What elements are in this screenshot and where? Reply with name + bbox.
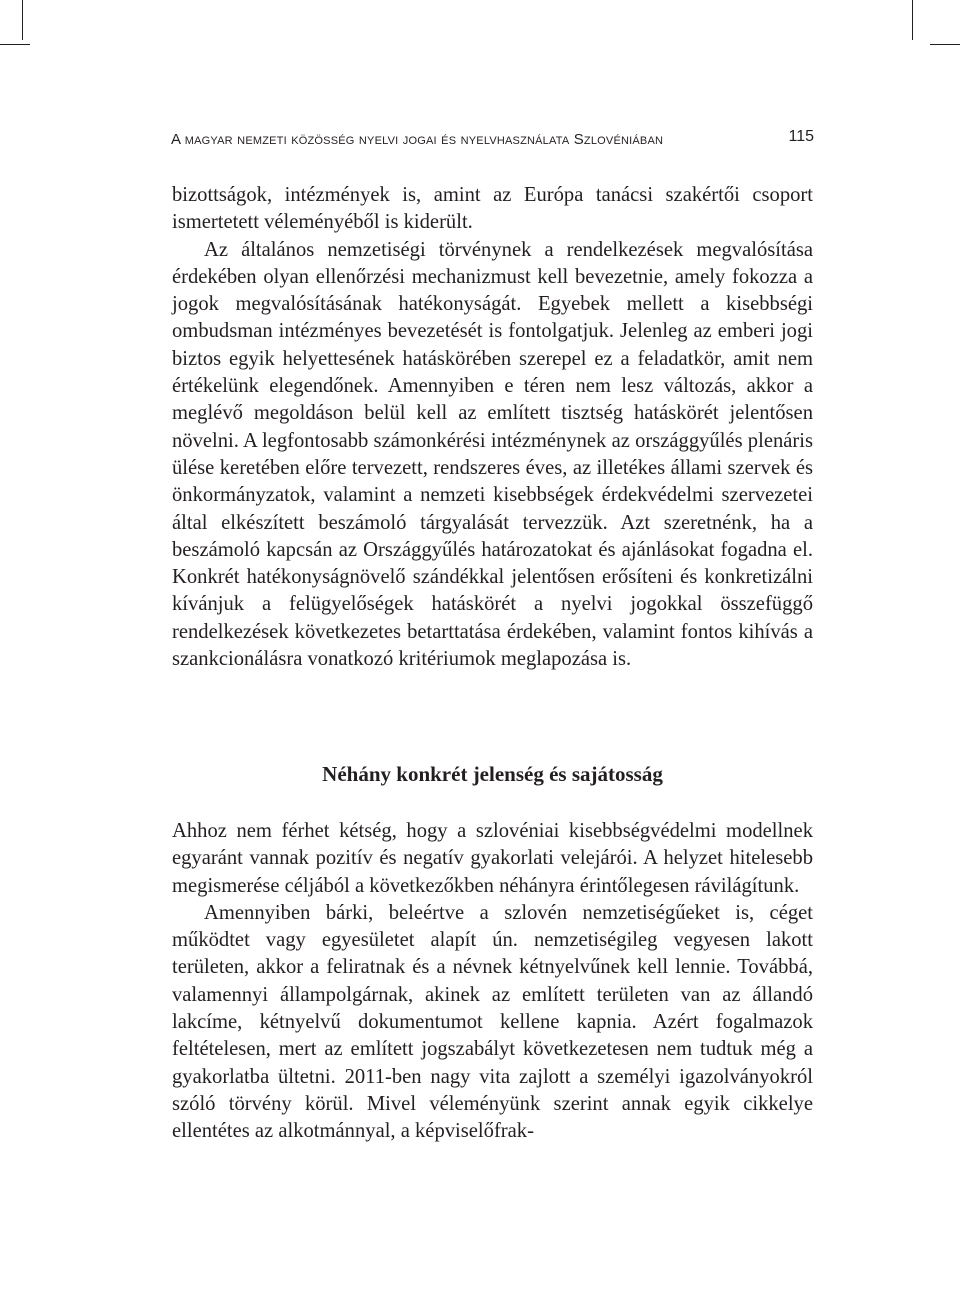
- crop-mark-right: [930, 44, 960, 45]
- paragraph: Az általános nemzetiségi törvénynek a rendelkezések megvalósítása érdekében olyan ellenőrzési mechanizmust kell bevezetnie, amely fokozza a jogok megvalósításának hatékonyságát. Egyebek mellett a kisebbségi ombudsman intézményes bevezetését is fontolgatjuk. Jelenleg az emberi jogi biztos egyik helyettesének hatáskörében szerepel ez a feladatkör, amit nem értékelünk elegendőnek. Amennyiben e téren nem lesz változás, akkor a meglévő megoldáson belül kell az említett tisztség hatáskörét jelentősen növelni. A legfontosabb számonkérési intézménynek az országgyűlés plenáris ülése keretében előre tervezett, rendszeres éves, az illetékes állami szervek és önkormányzatok, valamint a nemzeti kisebbségek érdekvédelmi szervezetei által elkészített beszámoló tárgyalását tervezzük. Azt szeretnénk, ha a beszámoló kapcsán az Országgyűlés határozatokat és ajánlásokat fogadna el. Konkrét hatékonyságnövelő szándékkal jelentősen erősíteni és konkretizálni kívánjuk a felügyelőségek hatáskörét a nyelvi jogokkal összefüggő rendelkezések következetes betarttatása érdekében, valamint fontos kihívás a szankcionálásra vonatkozó kritériumok meglapozása is.: [172, 238, 813, 671]
- paragraph: bizottságok, intézmények is, amint az Európa tanácsi szakértői csoport ismertetett véleményéből is kiderült.: [172, 184, 813, 234]
- page-number: 115: [788, 128, 814, 145]
- paragraph: Ahhoz nem férhet kétség, hogy a szlovéniai kisebbségvédelmi modellnek egyaránt vannak pozitív és negatív gyakorlati velejárói. A helyzet hitelesebb megismerése céljából a következőkben néhányra érintőlegesen rávilágítunk.: [172, 820, 813, 897]
- running-header-title: A magyar nemzeti közösség nyelvi jogai és nyelvhasználata Szlovéniában: [171, 131, 664, 148]
- crop-mark-top-left: [22, 0, 23, 40]
- crop-mark-left: [0, 44, 30, 45]
- crop-mark-top-right: [912, 0, 913, 40]
- section-heading: Néhány konkrét jelenség és sajátosság: [322, 762, 663, 786]
- paragraph: Amennyiben bárki, beleértve a szlovén nemzetiségűeket is, céget működtet vagy egyesületet alapít ún. nemzetiségileg vegyesen lakott területen, akkor a feliratnak és a névnek kétnyelvűnek kell lennie. Továbbá, valamennyi állampolgárnak, akinek az említett területen van az állandó lakcíme, kétnyelvű dokumentumot kellene kapnia. Azért fogalmazok feltételesen, mert az említett jogszabályt következetesen nem tudtuk még a gyakorlatba ültetni. 2011-ben nagy vita zajlott a személyi igazolványokról szóló törvény körül. Mivel véleményünk szerint annak egyik cikkelye ellentétes az alkotmánnyal, a képviselőfrak-: [172, 901, 813, 1143]
- body-section-2: [172, 818, 813, 1146]
- body-section-1: [172, 182, 813, 673]
